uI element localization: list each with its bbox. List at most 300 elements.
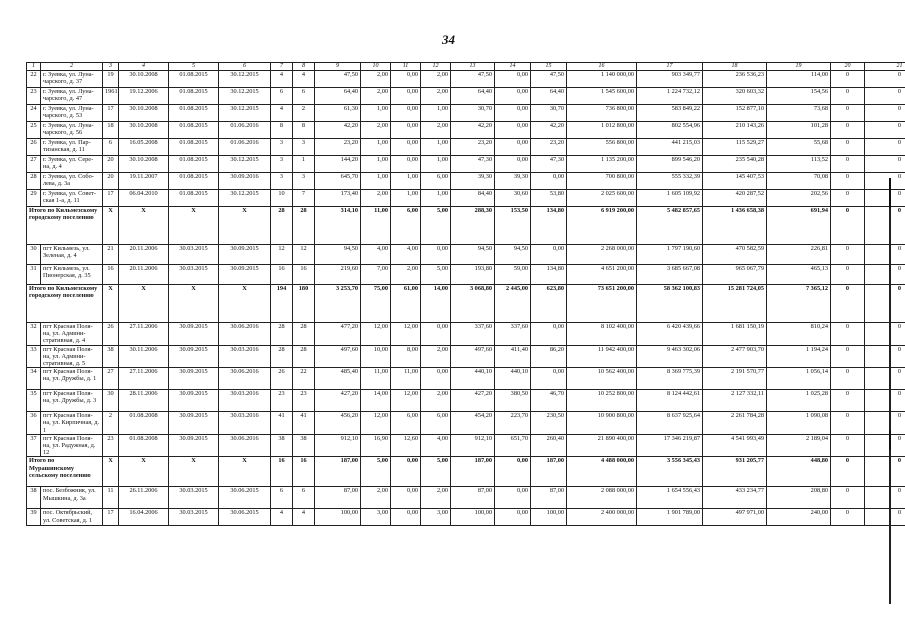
- table-cell: 11 942 400,00: [567, 345, 637, 368]
- table-cell: 1 436 658,38: [703, 207, 767, 245]
- table-cell: 16: [293, 457, 315, 487]
- table-cell: 8 124 442,61: [637, 390, 703, 412]
- table-row: [27, 88, 905, 105]
- table-cell: 1 090,08: [767, 412, 831, 435]
- table-cell: 01.08.2015: [169, 139, 219, 156]
- table-cell: X: [119, 207, 169, 245]
- table-cell: 2,00: [421, 390, 451, 412]
- table-cell: 47,30: [531, 156, 567, 173]
- table-cell: 75,00: [361, 285, 391, 323]
- table-cell: 6,00: [391, 207, 421, 245]
- subtotal-label: Итого по Кильмезскому городскому поселению: [27, 285, 103, 323]
- table-cell: 6: [103, 139, 119, 156]
- column-number: 21: [865, 63, 905, 71]
- table-cell: 12,60: [391, 434, 421, 457]
- table-cell: 94,50: [495, 245, 531, 265]
- table-cell: 420 287,52: [703, 190, 767, 207]
- table-cell: 1 012 800,00: [567, 122, 637, 139]
- table-cell: 28: [293, 345, 315, 368]
- table-cell: 14,00: [421, 285, 451, 323]
- address-cell: пгт Красная Поля- на, ул. Дружбы, д. 3: [41, 390, 103, 412]
- table-cell: 06.04.2010: [119, 190, 169, 207]
- table-cell: 0: [831, 105, 865, 122]
- table-cell: 30.10.2008: [119, 105, 169, 122]
- table-cell: 01.06.2016: [219, 139, 271, 156]
- table-cell: 64,40: [315, 88, 361, 105]
- table-cell: 20: [103, 173, 119, 190]
- table-cell: 187,00: [531, 457, 567, 487]
- table-cell: 810,24: [767, 323, 831, 346]
- table-row: [27, 156, 905, 173]
- table-cell: 16: [271, 457, 293, 487]
- table-cell: 23,20: [315, 139, 361, 156]
- table-cell: 30.09.2016: [219, 173, 271, 190]
- table-cell: 30.12.2015: [219, 105, 271, 122]
- table-row: [27, 245, 905, 265]
- table-cell: 173,40: [315, 190, 361, 207]
- table-cell: 39,30: [495, 173, 531, 190]
- table-cell: 12,00: [361, 323, 391, 346]
- table-cell: 114,00: [767, 71, 831, 88]
- table-cell: 26.11.2006: [119, 487, 169, 509]
- table-cell: 42,20: [451, 122, 495, 139]
- table-cell: 208,80: [767, 487, 831, 509]
- address-cell: г. Зуевка, ул. Луна- чарского, д. 53: [41, 105, 103, 122]
- table-cell: 497 971,00: [703, 509, 767, 526]
- column-number: 7: [271, 63, 293, 71]
- table-cell: 0: [831, 190, 865, 207]
- table-cell: 28: [293, 323, 315, 346]
- table-cell: X: [119, 457, 169, 487]
- table-cell: 30.06.2016: [219, 434, 271, 457]
- table-cell: X: [103, 457, 119, 487]
- table-cell: 41: [293, 412, 315, 435]
- table-cell: 440,10: [451, 368, 495, 390]
- table-cell: 30.06.2015: [219, 509, 271, 526]
- table-cell: 2 191 570,77: [703, 368, 767, 390]
- table-cell: 5 482 857,65: [637, 207, 703, 245]
- address-cell: г. Зуевка, ул. Сере- на, д. 4: [41, 156, 103, 173]
- table-cell: 6: [271, 487, 293, 509]
- column-number: 5: [169, 63, 219, 71]
- table-cell: 01.08.2008: [119, 434, 169, 457]
- table-cell: 1,00: [361, 105, 391, 122]
- table-cell: 3: [271, 173, 293, 190]
- table-row: [27, 105, 905, 122]
- row-number-cell: 33: [27, 345, 41, 368]
- table-cell: 94,50: [315, 245, 361, 265]
- table-cell: 2: [103, 412, 119, 435]
- table-cell: 30,70: [451, 105, 495, 122]
- table-cell: 30.03.2015: [169, 245, 219, 265]
- table-cell: 30.10.2008: [119, 122, 169, 139]
- table-cell: 3 556 345,43: [637, 457, 703, 487]
- table-cell: X: [169, 285, 219, 323]
- table-cell: 8: [293, 122, 315, 139]
- table-cell: 8 102 400,00: [567, 323, 637, 346]
- row-number-cell: 37: [27, 434, 41, 457]
- table-row: [27, 390, 905, 412]
- table-cell: 30.09.2015: [169, 323, 219, 346]
- table-cell: 623,80: [531, 285, 567, 323]
- table-cell: 27: [103, 368, 119, 390]
- column-number: 16: [567, 63, 637, 71]
- table-cell: 0,00: [391, 105, 421, 122]
- table-cell: 1 025,28: [767, 390, 831, 412]
- table-cell: 433 234,77: [703, 487, 767, 509]
- table-cell: 38: [103, 345, 119, 368]
- table-row: [27, 487, 905, 509]
- table-cell: 64,40: [451, 88, 495, 105]
- address-cell: г. Зуевка, ул. Пар- тизанская, д. 11: [41, 139, 103, 156]
- table-cell: 8: [271, 122, 293, 139]
- table-cell: 0: [831, 345, 865, 368]
- table-cell: 0,00: [495, 487, 531, 509]
- table-cell: 2,00: [421, 71, 451, 88]
- column-number: 3: [103, 63, 119, 71]
- table-cell: 30.06.2016: [219, 368, 271, 390]
- table-cell: 28: [293, 207, 315, 245]
- table-cell: 30.09.2015: [169, 345, 219, 368]
- table-cell: 3: [271, 139, 293, 156]
- table-cell: 8 637 925,64: [637, 412, 703, 435]
- table-cell: 477,20: [315, 323, 361, 346]
- table-cell: 2 445,00: [495, 285, 531, 323]
- table-cell: 441 215,03: [637, 139, 703, 156]
- table-cell: 0: [831, 265, 865, 285]
- table-cell: 01.08.2015: [169, 122, 219, 139]
- table-cell: 448,80: [767, 457, 831, 487]
- table-cell: 100,00: [531, 509, 567, 526]
- table-cell: 73,68: [767, 105, 831, 122]
- table-cell: 0: [831, 390, 865, 412]
- table-cell: 4: [293, 71, 315, 88]
- table-cell: 101,28: [767, 122, 831, 139]
- table-cell: 30.10.2008: [119, 71, 169, 88]
- table-cell: 30.09.2015: [219, 245, 271, 265]
- table-cell: 2 477 903,70: [703, 345, 767, 368]
- table-cell: 2,00: [421, 345, 451, 368]
- table-cell: 555 332,39: [637, 173, 703, 190]
- table-cell: 12: [293, 245, 315, 265]
- column-number-row: [27, 63, 905, 71]
- table-cell: 0: [865, 139, 905, 156]
- table-cell: X: [103, 285, 119, 323]
- table-cell: 0: [831, 323, 865, 346]
- table-cell: 1 605 109,92: [637, 190, 703, 207]
- table-cell: 454,20: [451, 412, 495, 435]
- table-cell: 0,00: [531, 173, 567, 190]
- column-number: 14: [495, 63, 531, 71]
- table-cell: 59,00: [495, 265, 531, 285]
- table-cell: 223,70: [495, 412, 531, 435]
- table-cell: 17: [103, 190, 119, 207]
- table-cell: 0: [831, 412, 865, 435]
- table-cell: 288,30: [451, 207, 495, 245]
- table-cell: 0: [865, 265, 905, 285]
- table-cell: 19.11.2007: [119, 173, 169, 190]
- table-cell: 497,60: [315, 345, 361, 368]
- table-cell: 20.11.2006: [119, 245, 169, 265]
- table-cell: 0: [865, 434, 905, 457]
- table-cell: 485,40: [315, 368, 361, 390]
- table-cell: 1,00: [391, 190, 421, 207]
- address-cell: пгт Красная Поля- на, ул. Админи- стративная, д. 4: [41, 323, 103, 346]
- address-cell: г. Зуевка, ул. Луна- чарского, д. 47: [41, 88, 103, 105]
- table-cell: 145 407,53: [703, 173, 767, 190]
- table-cell: 210 143,26: [703, 122, 767, 139]
- table-cell: 236 536,23: [703, 71, 767, 88]
- table-cell: 39,30: [451, 173, 495, 190]
- subtotal-row: [27, 207, 905, 245]
- table-cell: 2: [293, 105, 315, 122]
- table-cell: 86,20: [531, 345, 567, 368]
- table-cell: 23: [103, 434, 119, 457]
- table-cell: 380,50: [495, 390, 531, 412]
- table-cell: 1 545 600,00: [567, 88, 637, 105]
- table-cell: 30.09.2015: [219, 265, 271, 285]
- row-number-cell: 22: [27, 71, 41, 88]
- apartment-resettlement-table: [26, 62, 903, 526]
- row-number-cell: 38: [27, 487, 41, 509]
- table-cell: 58 362 100,83: [637, 285, 703, 323]
- table-cell: 240,00: [767, 509, 831, 526]
- row-number-cell: 23: [27, 88, 41, 105]
- table-cell: 01.08.2015: [169, 190, 219, 207]
- scan-edge-line: [889, 178, 891, 604]
- table-cell: 556 800,00: [567, 139, 637, 156]
- table-cell: 456,20: [315, 412, 361, 435]
- table-cell: 0,00: [391, 509, 421, 526]
- table-cell: 87,00: [451, 487, 495, 509]
- table-cell: 3,00: [361, 509, 391, 526]
- table-cell: 2 088 000,00: [567, 487, 637, 509]
- table-cell: 226,81: [767, 245, 831, 265]
- table-cell: 0,00: [495, 105, 531, 122]
- table-cell: 16,90: [361, 434, 391, 457]
- table-cell: 28: [271, 323, 293, 346]
- table-cell: 2,00: [361, 88, 391, 105]
- table-cell: 30.03.2015: [169, 487, 219, 509]
- table-cell: 30.12.2015: [219, 156, 271, 173]
- table-cell: 1 224 732,12: [637, 88, 703, 105]
- table-cell: 10 562 400,00: [567, 368, 637, 390]
- row-number-cell: 28: [27, 173, 41, 190]
- table-cell: 0: [831, 88, 865, 105]
- table-cell: 4 651 200,00: [567, 265, 637, 285]
- table-cell: 100,00: [315, 509, 361, 526]
- table-cell: 0: [865, 156, 905, 173]
- table-cell: 28: [271, 345, 293, 368]
- table-cell: 219,60: [315, 265, 361, 285]
- table-cell: 30.09.2015: [169, 412, 219, 435]
- table-cell: 2 268 000,00: [567, 245, 637, 265]
- table-cell: 2,00: [391, 265, 421, 285]
- table-cell: 17: [103, 509, 119, 526]
- table-cell: 2 025 600,00: [567, 190, 637, 207]
- table-cell: 30.03.2016: [219, 390, 271, 412]
- table-cell: 144,20: [315, 156, 361, 173]
- table-cell: 4,00: [361, 245, 391, 265]
- table-cell: 2 127 332,11: [703, 390, 767, 412]
- table-cell: 645,70: [315, 173, 361, 190]
- table-cell: 470 582,59: [703, 245, 767, 265]
- table-cell: 6 420 439,66: [637, 323, 703, 346]
- table-cell: 18: [103, 122, 119, 139]
- table-cell: 2,00: [421, 88, 451, 105]
- table-cell: 2,00: [421, 487, 451, 509]
- table-cell: 30: [103, 390, 119, 412]
- table-cell: 11: [103, 487, 119, 509]
- table-cell: 1 654 556,43: [637, 487, 703, 509]
- table-cell: 0,00: [421, 245, 451, 265]
- table-cell: 0: [831, 156, 865, 173]
- table-cell: 15 281 724,05: [703, 285, 767, 323]
- row-number-cell: 35: [27, 390, 41, 412]
- table-cell: 0,00: [391, 71, 421, 88]
- table-cell: 23: [293, 390, 315, 412]
- table-cell: 0: [865, 105, 905, 122]
- table-cell: 3,00: [421, 509, 451, 526]
- column-number: 6: [219, 63, 271, 71]
- table-cell: 8,00: [391, 345, 421, 368]
- table-cell: 0,00: [391, 487, 421, 509]
- column-number: 13: [451, 63, 495, 71]
- row-number-cell: 31: [27, 265, 41, 285]
- table-cell: 202,56: [767, 190, 831, 207]
- table-cell: X: [219, 457, 271, 487]
- table-cell: 427,20: [315, 390, 361, 412]
- table-cell: 0: [865, 173, 905, 190]
- table-cell: 0: [865, 207, 905, 245]
- table-cell: 6,00: [421, 173, 451, 190]
- table-cell: 2,00: [361, 190, 391, 207]
- table-cell: 28.11.2006: [119, 390, 169, 412]
- table-cell: 7 365,12: [767, 285, 831, 323]
- table-cell: 30.12.2015: [219, 190, 271, 207]
- table-row: [27, 173, 905, 190]
- table-cell: 2,00: [361, 487, 391, 509]
- table-cell: 38: [271, 434, 293, 457]
- column-number: 15: [531, 63, 567, 71]
- table-cell: 6,00: [391, 412, 421, 435]
- table-cell: 0,00: [495, 122, 531, 139]
- table-cell: 903 349,77: [637, 71, 703, 88]
- table-cell: 187,00: [451, 457, 495, 487]
- table-cell: 1,00: [361, 139, 391, 156]
- table-cell: 4: [293, 509, 315, 526]
- table-cell: 4,00: [421, 434, 451, 457]
- table-cell: 1 140 000,00: [567, 71, 637, 88]
- row-number-cell: 39: [27, 509, 41, 526]
- table-cell: 0,00: [391, 156, 421, 173]
- table-cell: 11,00: [391, 368, 421, 390]
- table-cell: 4,00: [391, 245, 421, 265]
- table-cell: 3 068,80: [451, 285, 495, 323]
- table-cell: 0: [831, 457, 865, 487]
- table-cell: 0,00: [495, 139, 531, 156]
- table-cell: 46,70: [531, 390, 567, 412]
- table-cell: 8 369 775,39: [637, 368, 703, 390]
- table-cell: 30.09.2015: [169, 434, 219, 457]
- address-cell: пос. Октябрьский, ул. Советская, д. 1: [41, 509, 103, 526]
- table-cell: 0,00: [421, 368, 451, 390]
- table-cell: 17: [103, 105, 119, 122]
- table-cell: 802 554,96: [637, 122, 703, 139]
- table-cell: 0: [831, 285, 865, 323]
- table-row: [27, 323, 905, 346]
- table-cell: 26: [271, 368, 293, 390]
- table-cell: 0: [831, 368, 865, 390]
- table-cell: 115 529,27: [703, 139, 767, 156]
- table-cell: 2 400 000,00: [567, 509, 637, 526]
- table-cell: 0: [831, 509, 865, 526]
- table-cell: 0,00: [495, 71, 531, 88]
- table-cell: 5,00: [421, 457, 451, 487]
- table-cell: 6,00: [421, 412, 451, 435]
- table-cell: 10: [271, 190, 293, 207]
- table-cell: 42,20: [531, 122, 567, 139]
- table-cell: 0,00: [391, 457, 421, 487]
- table-cell: 0: [865, 245, 905, 265]
- column-number: 11: [391, 63, 421, 71]
- column-number: 12: [421, 63, 451, 71]
- table-cell: 16: [103, 265, 119, 285]
- table-cell: 22: [293, 368, 315, 390]
- column-number: 18: [703, 63, 767, 71]
- table-cell: 30.06.2015: [219, 487, 271, 509]
- address-cell: пгт Красная Поля- на, ул. Админи- стративная, д. 5: [41, 345, 103, 368]
- table-cell: 651,70: [495, 434, 531, 457]
- table-cell: 42,20: [315, 122, 361, 139]
- table-cell: 55,68: [767, 139, 831, 156]
- table-cell: 30.09.2015: [169, 390, 219, 412]
- table-cell: 0: [865, 71, 905, 88]
- table-cell: 0: [831, 139, 865, 156]
- table-cell: 0,00: [391, 139, 421, 156]
- table-cell: 27.11.2006: [119, 368, 169, 390]
- table-cell: 0,00: [531, 245, 567, 265]
- column-number: 20: [831, 63, 865, 71]
- table-cell: 87,00: [531, 487, 567, 509]
- table-row: [27, 509, 905, 526]
- table-cell: 583 849,22: [637, 105, 703, 122]
- table-cell: 4: [271, 71, 293, 88]
- address-cell: пгт Кильмезь, ул. Пионерская, д. 35: [41, 265, 103, 285]
- table-cell: 6: [293, 88, 315, 105]
- row-number-cell: 26: [27, 139, 41, 156]
- table-cell: 912,10: [451, 434, 495, 457]
- table-cell: 4 488 000,00: [567, 457, 637, 487]
- table-cell: 01.08.2008: [119, 412, 169, 435]
- column-number: 2: [41, 63, 103, 71]
- table-cell: 965 067,79: [703, 265, 767, 285]
- table-cell: 16: [271, 265, 293, 285]
- table-cell: 01.08.2015: [169, 173, 219, 190]
- table-cell: 23,20: [531, 139, 567, 156]
- table-cell: 30.11.2006: [119, 345, 169, 368]
- table-cell: X: [219, 285, 271, 323]
- table-cell: 12,00: [391, 390, 421, 412]
- table-cell: 153,50: [495, 207, 531, 245]
- table-cell: 2 261 784,28: [703, 412, 767, 435]
- table-cell: 12,00: [391, 323, 421, 346]
- table-cell: 64,40: [531, 88, 567, 105]
- table-cell: 4: [271, 509, 293, 526]
- table-cell: 19.12.2006: [119, 88, 169, 105]
- table-cell: X: [169, 457, 219, 487]
- table-cell: 0: [865, 285, 905, 323]
